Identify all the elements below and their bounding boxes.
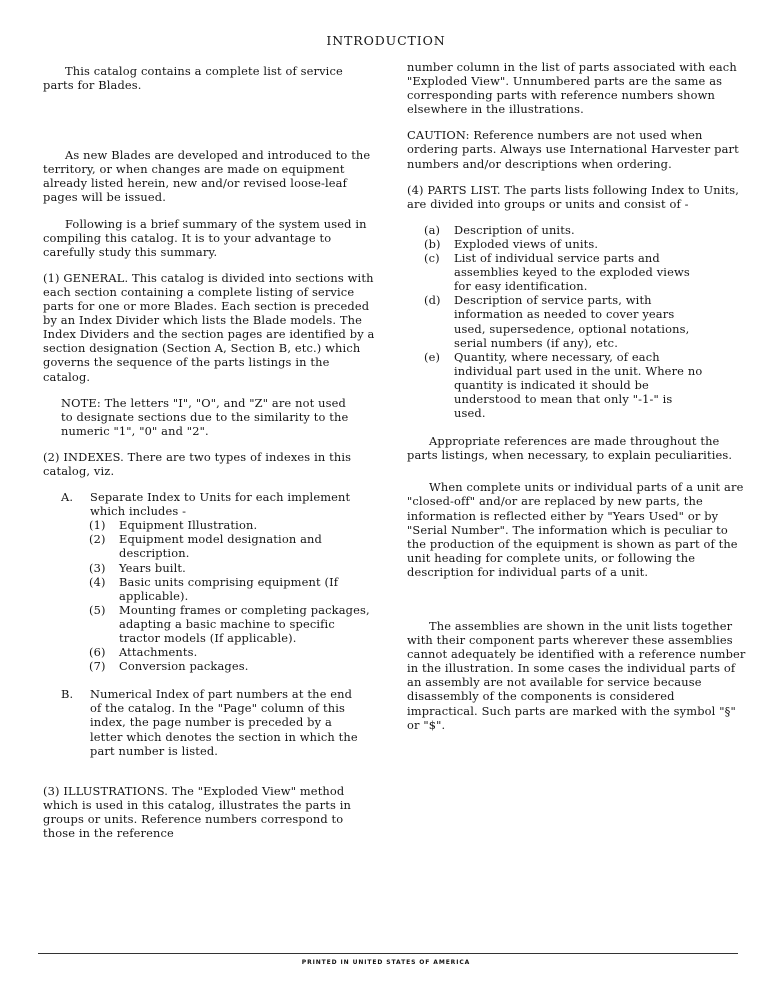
summary-paragraph: Following is a brief summary of the system used in compiling this catalog. It is to your advantage to carefully study this summary. xyxy=(43,216,367,259)
index-a-list xyxy=(89,518,375,673)
page-title: INTRODUCTION xyxy=(326,33,446,48)
parts-list-section: (4) PARTS LIST. The parts lists following Index to Units, are divided into groups or units and consist of - xyxy=(407,182,740,211)
note-paragraph: NOTE: The letters "I", "O", and "Z" are not used to designate sections due to the similarity to the numeric "1", "0" and "2". xyxy=(61,395,349,438)
index-a-label: A. xyxy=(61,490,74,505)
list-item: (7) Conversion packages. xyxy=(89,659,249,674)
list-item: (3) Years built. xyxy=(89,560,186,575)
closed-off-paragraph: When complete units or individual parts of a unit are "closed-off" and/or are replaced by new parts, the information is reflected either by "Years Used" or by "Serial Number". The information which is peculiar to the production of the equipment is shown as part of the unit heading for complete units, or following the description for individual parts of a unit. xyxy=(407,480,744,579)
indexes-section: (2) INDEXES. There are two types of indexes in this catalog, viz. xyxy=(43,449,352,478)
new-blades-paragraph: As new Blades are developed and introduced to the territory, or when changes are made on equipment already listed herein, new and/or revised loose-leaf pages will be issued. xyxy=(43,148,371,205)
intro-paragraph: This catalog contains a complete list of service parts for Blades. xyxy=(43,64,343,93)
assemblies-paragraph: The assemblies are shown in the unit lists together with their component parts wherever these assemblies cannot adequately be identified with a reference number in the illustration. In some cases the individual parts of an assembly are not available for service because disassembly of the components is considered impractical. Such parts are marked with the symbol "§" or "$". xyxy=(407,619,746,732)
list-item: (d) Description of service parts, with information as needed to cover years used, supersedence, optional notations, serial numbers (if any), etc. xyxy=(424,293,690,350)
index-a xyxy=(61,490,375,518)
references-paragraph: Appropriate references are made throughout the parts listings, when necessary, to explain peculiarities. xyxy=(407,434,733,463)
index-b xyxy=(61,687,375,757)
right-column xyxy=(407,60,747,732)
footer-text: PRINTED IN UNITED STATES OF AMERICA xyxy=(301,959,471,966)
list-item: (5) Mounting frames or completing packages, adapting a basic machine to specific tractor models (If applicable). xyxy=(89,602,370,645)
index-b-text: Numerical Index of part numbers at the end of the catalog. In the "Page" column of this index, the page number is preceded by a letter which denotes the section in which the part number is listed. xyxy=(90,687,358,758)
parts-list-items xyxy=(407,223,747,420)
index-b-label: B. xyxy=(61,687,74,702)
list-item: (c) List of individual service parts and assemblies keyed to the exploded views for easy identification. xyxy=(424,251,690,294)
list-item: (b) Exploded views of units. xyxy=(424,236,599,251)
index-a-text: Separate Index to Units for each implement which includes - xyxy=(90,490,351,519)
general-section: (1) GENERAL. This catalog is divided into sections with each section containing a complete listing of service parts for one or more Blades. Each section is preceded by an Index Divider which lists the Blade models. The Index Dividers and the section pages are identified by a section designation (Section A, Section B, etc.) which governs the sequence of the parts listings in the catalog. xyxy=(43,270,375,384)
list-item: (6) Attachments. xyxy=(89,645,198,660)
illustrations-section: (3) ILLUSTRATIONS. The "Exploded View" method which is used in this catalog, illustrates the parts in groups or units. Reference numbers correspond to those in the reference xyxy=(43,783,351,841)
footer-divider xyxy=(38,953,738,954)
list-item: (a) Description of units. xyxy=(424,222,575,237)
continuation-paragraph: number column in the list of parts associated with each "Exploded View". Unnumbered parts are the same as corresponding parts with reference numbers shown elsewhere in the illustrations. xyxy=(407,60,737,117)
list-item: (4) Basic units comprising equipment (If applicable). xyxy=(89,574,339,603)
list-item: (2) Equipment model designation and description. xyxy=(89,532,322,561)
list-item: (e) Quantity, where necessary, of each individual part used in the unit. Where no quantity is indicated it should be understood to mean that only "-1-" is used. xyxy=(424,349,703,421)
list-item: (1) Equipment Illustration. xyxy=(89,518,258,533)
left-column xyxy=(43,64,375,840)
caution-paragraph: CAUTION: Reference numbers are not used when ordering parts. Always use International Harvester part numbers and/or descriptions when ordering. xyxy=(407,128,739,171)
